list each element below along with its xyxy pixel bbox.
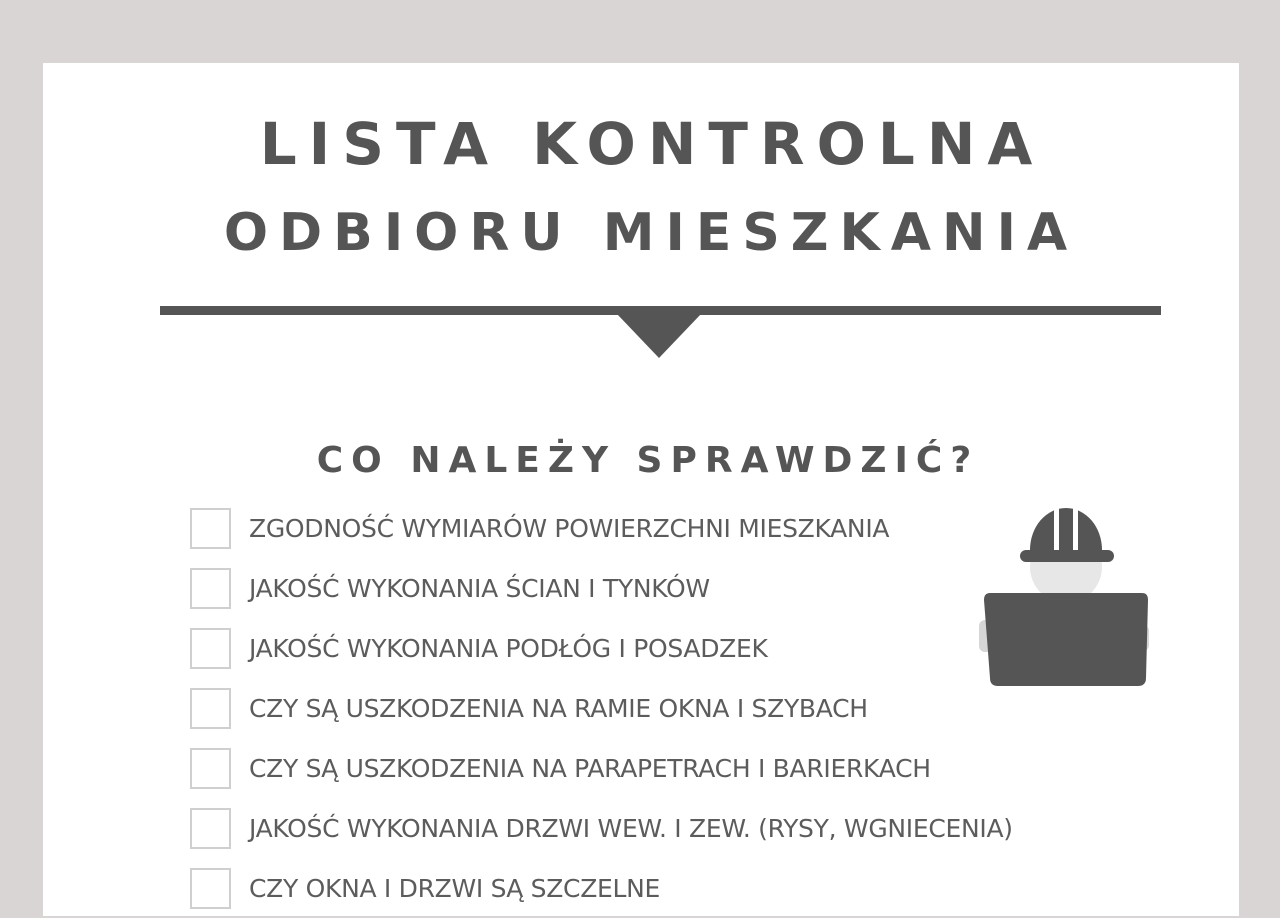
- checklist-item: [190, 858, 1013, 918]
- checklist-item: [190, 678, 1013, 738]
- divider-arrow-icon: [617, 314, 701, 358]
- checklist-item-label: JAKOŚĆ WYKONANIA PODŁÓG I POSADZEK: [249, 633, 768, 663]
- checkbox[interactable]: [190, 508, 231, 549]
- checklist-item-label: CZY OKNA I DRZWI SĄ SZCZELNE: [249, 873, 661, 903]
- checklist-item-label: JAKOŚĆ WYKONANIA ŚCIAN I TYNKÓW: [249, 573, 710, 603]
- checklist-item-label: ZGODNOŚĆ WYMIARÓW POWIERZCHNI MIESZKANIA: [249, 513, 890, 543]
- checklist-item-label: JAKOŚĆ WYKONANIA DRZWI WEW. I ZEW. (RYSY, WGNIECENIA): [249, 813, 1013, 843]
- checklist: [190, 498, 1013, 918]
- checklist-item: [190, 798, 1013, 858]
- title-line-1: LISTA KONTROLNA: [259, 110, 1045, 178]
- checklist-item: [190, 498, 1013, 558]
- checklist-item-label: CZY SĄ USZKODZENIA NA PARAPETRACH I BARIERKACH: [249, 753, 931, 783]
- checkbox[interactable]: [190, 568, 231, 609]
- checklist-item-label: CZY SĄ USZKODZENIA NA RAMIE OKNA I SZYBACH: [249, 693, 868, 723]
- section-subtitle: CO NALEŻY SPRAWDZIĆ?: [316, 439, 980, 481]
- title-line-2: ODBIORU MIESZKANIA: [223, 203, 1079, 263]
- checkbox[interactable]: [190, 688, 231, 729]
- checkbox[interactable]: [190, 628, 231, 669]
- checkbox[interactable]: [190, 808, 231, 849]
- checklist-item: [190, 618, 1013, 678]
- checkbox[interactable]: [190, 868, 231, 909]
- checklist-item: [190, 738, 1013, 798]
- checklist-item: [190, 558, 1013, 618]
- construction-worker-icon: [976, 500, 1152, 690]
- checkbox[interactable]: [190, 748, 231, 789]
